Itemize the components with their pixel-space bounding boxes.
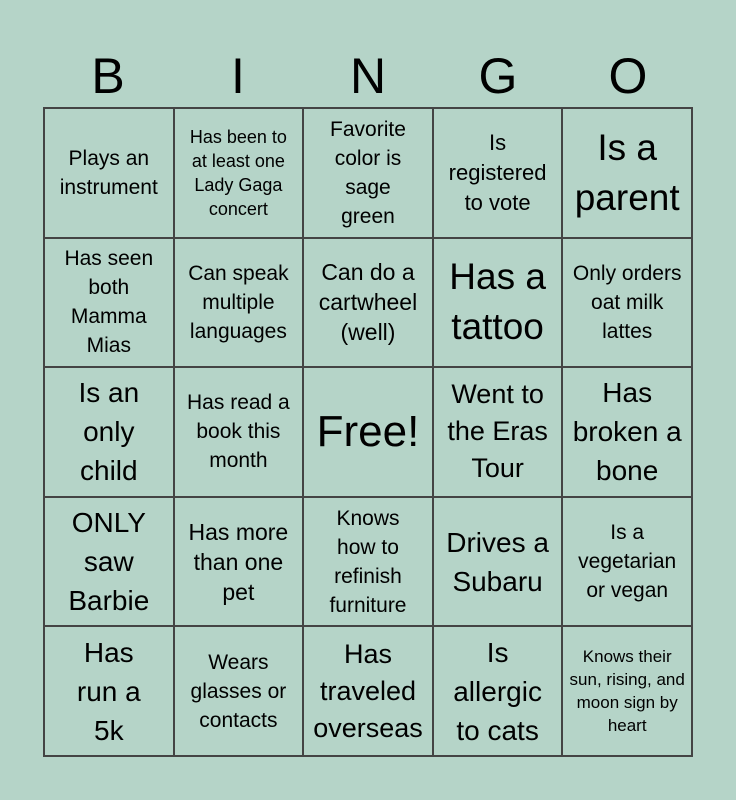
bingo-cell[interactable] <box>433 108 563 238</box>
cell-text: Knows how to refinish furniture <box>329 506 407 617</box>
bingo-cell[interactable] <box>44 367 174 497</box>
bingo-cell[interactable] <box>174 108 304 238</box>
cell-text: ONLY saw Barbie <box>68 507 150 617</box>
cell-text: Has more than one pet <box>188 518 289 605</box>
bingo-cell[interactable] <box>303 497 433 627</box>
bingo-cell[interactable] <box>174 497 304 627</box>
cell-text: Is a parent <box>574 126 680 218</box>
cell-text: Favorite color is sage green <box>330 117 406 228</box>
cell-text: Can speak multiple languages <box>188 261 289 343</box>
bingo-cell[interactable] <box>562 238 692 368</box>
bingo-cell[interactable] <box>303 108 433 238</box>
header-letter-n: N <box>349 48 387 104</box>
bingo-cell[interactable] <box>562 497 692 627</box>
cell-text: Went to the Eras Tour <box>447 379 548 484</box>
bingo-grid <box>43 107 693 757</box>
cell-text: Has run a 5k <box>76 636 141 746</box>
cell-text: Has broken a bone <box>572 377 682 487</box>
cell-text: Has a tattoo <box>449 256 546 348</box>
bingo-cell[interactable] <box>433 238 563 368</box>
bingo-cell[interactable] <box>44 108 174 238</box>
cell-text: Has traveled overseas <box>313 638 423 743</box>
cell-text: Is an only child <box>78 377 140 487</box>
bingo-cell[interactable] <box>303 238 433 368</box>
bingo-cell[interactable] <box>562 108 692 238</box>
cell-text: Is allergic to cats <box>453 636 542 746</box>
bingo-cell[interactable] <box>562 367 692 497</box>
bingo-cell[interactable] <box>303 367 433 497</box>
bingo-cell[interactable] <box>174 367 304 497</box>
cell-text: Plays an instrument <box>59 146 158 199</box>
bingo-cell[interactable] <box>174 626 304 756</box>
header-letter-o: O <box>608 48 648 104</box>
bingo-cell[interactable] <box>433 367 563 497</box>
cell-text: Can do a cartwheel (well) <box>318 259 418 346</box>
header-letter-g: G <box>478 48 518 104</box>
header-letter-i: I <box>231 48 245 104</box>
bingo-cell[interactable] <box>433 497 563 627</box>
cell-text: Has seen both Mamma Mias <box>64 247 154 358</box>
bingo-cell[interactable] <box>433 626 563 756</box>
cell-text: Wears glasses or contacts <box>190 650 287 732</box>
cell-text: Has read a book this month <box>187 391 290 473</box>
bingo-cell[interactable] <box>303 626 433 756</box>
cell-text: Is registered to vote <box>448 129 547 215</box>
bingo-cell[interactable] <box>44 238 174 368</box>
cell-text: Only orders oat milk lattes <box>572 261 682 343</box>
bingo-cell[interactable] <box>174 238 304 368</box>
header-letter-b: B <box>91 48 125 104</box>
cell-text: Is a vegetarian or vegan <box>578 521 677 603</box>
bingo-header <box>43 44 693 108</box>
bingo-cell[interactable] <box>562 626 692 756</box>
bingo-cell[interactable] <box>44 626 174 756</box>
bingo-cell[interactable] <box>44 497 174 627</box>
cell-text: Knows their sun, rising, and moon sign by heart <box>569 647 685 736</box>
cell-text: Drives a Subaru <box>446 526 549 597</box>
cell-text-free: Free! <box>316 406 420 456</box>
cell-text: Has been to at least one Lady Gaga concert <box>189 126 287 219</box>
